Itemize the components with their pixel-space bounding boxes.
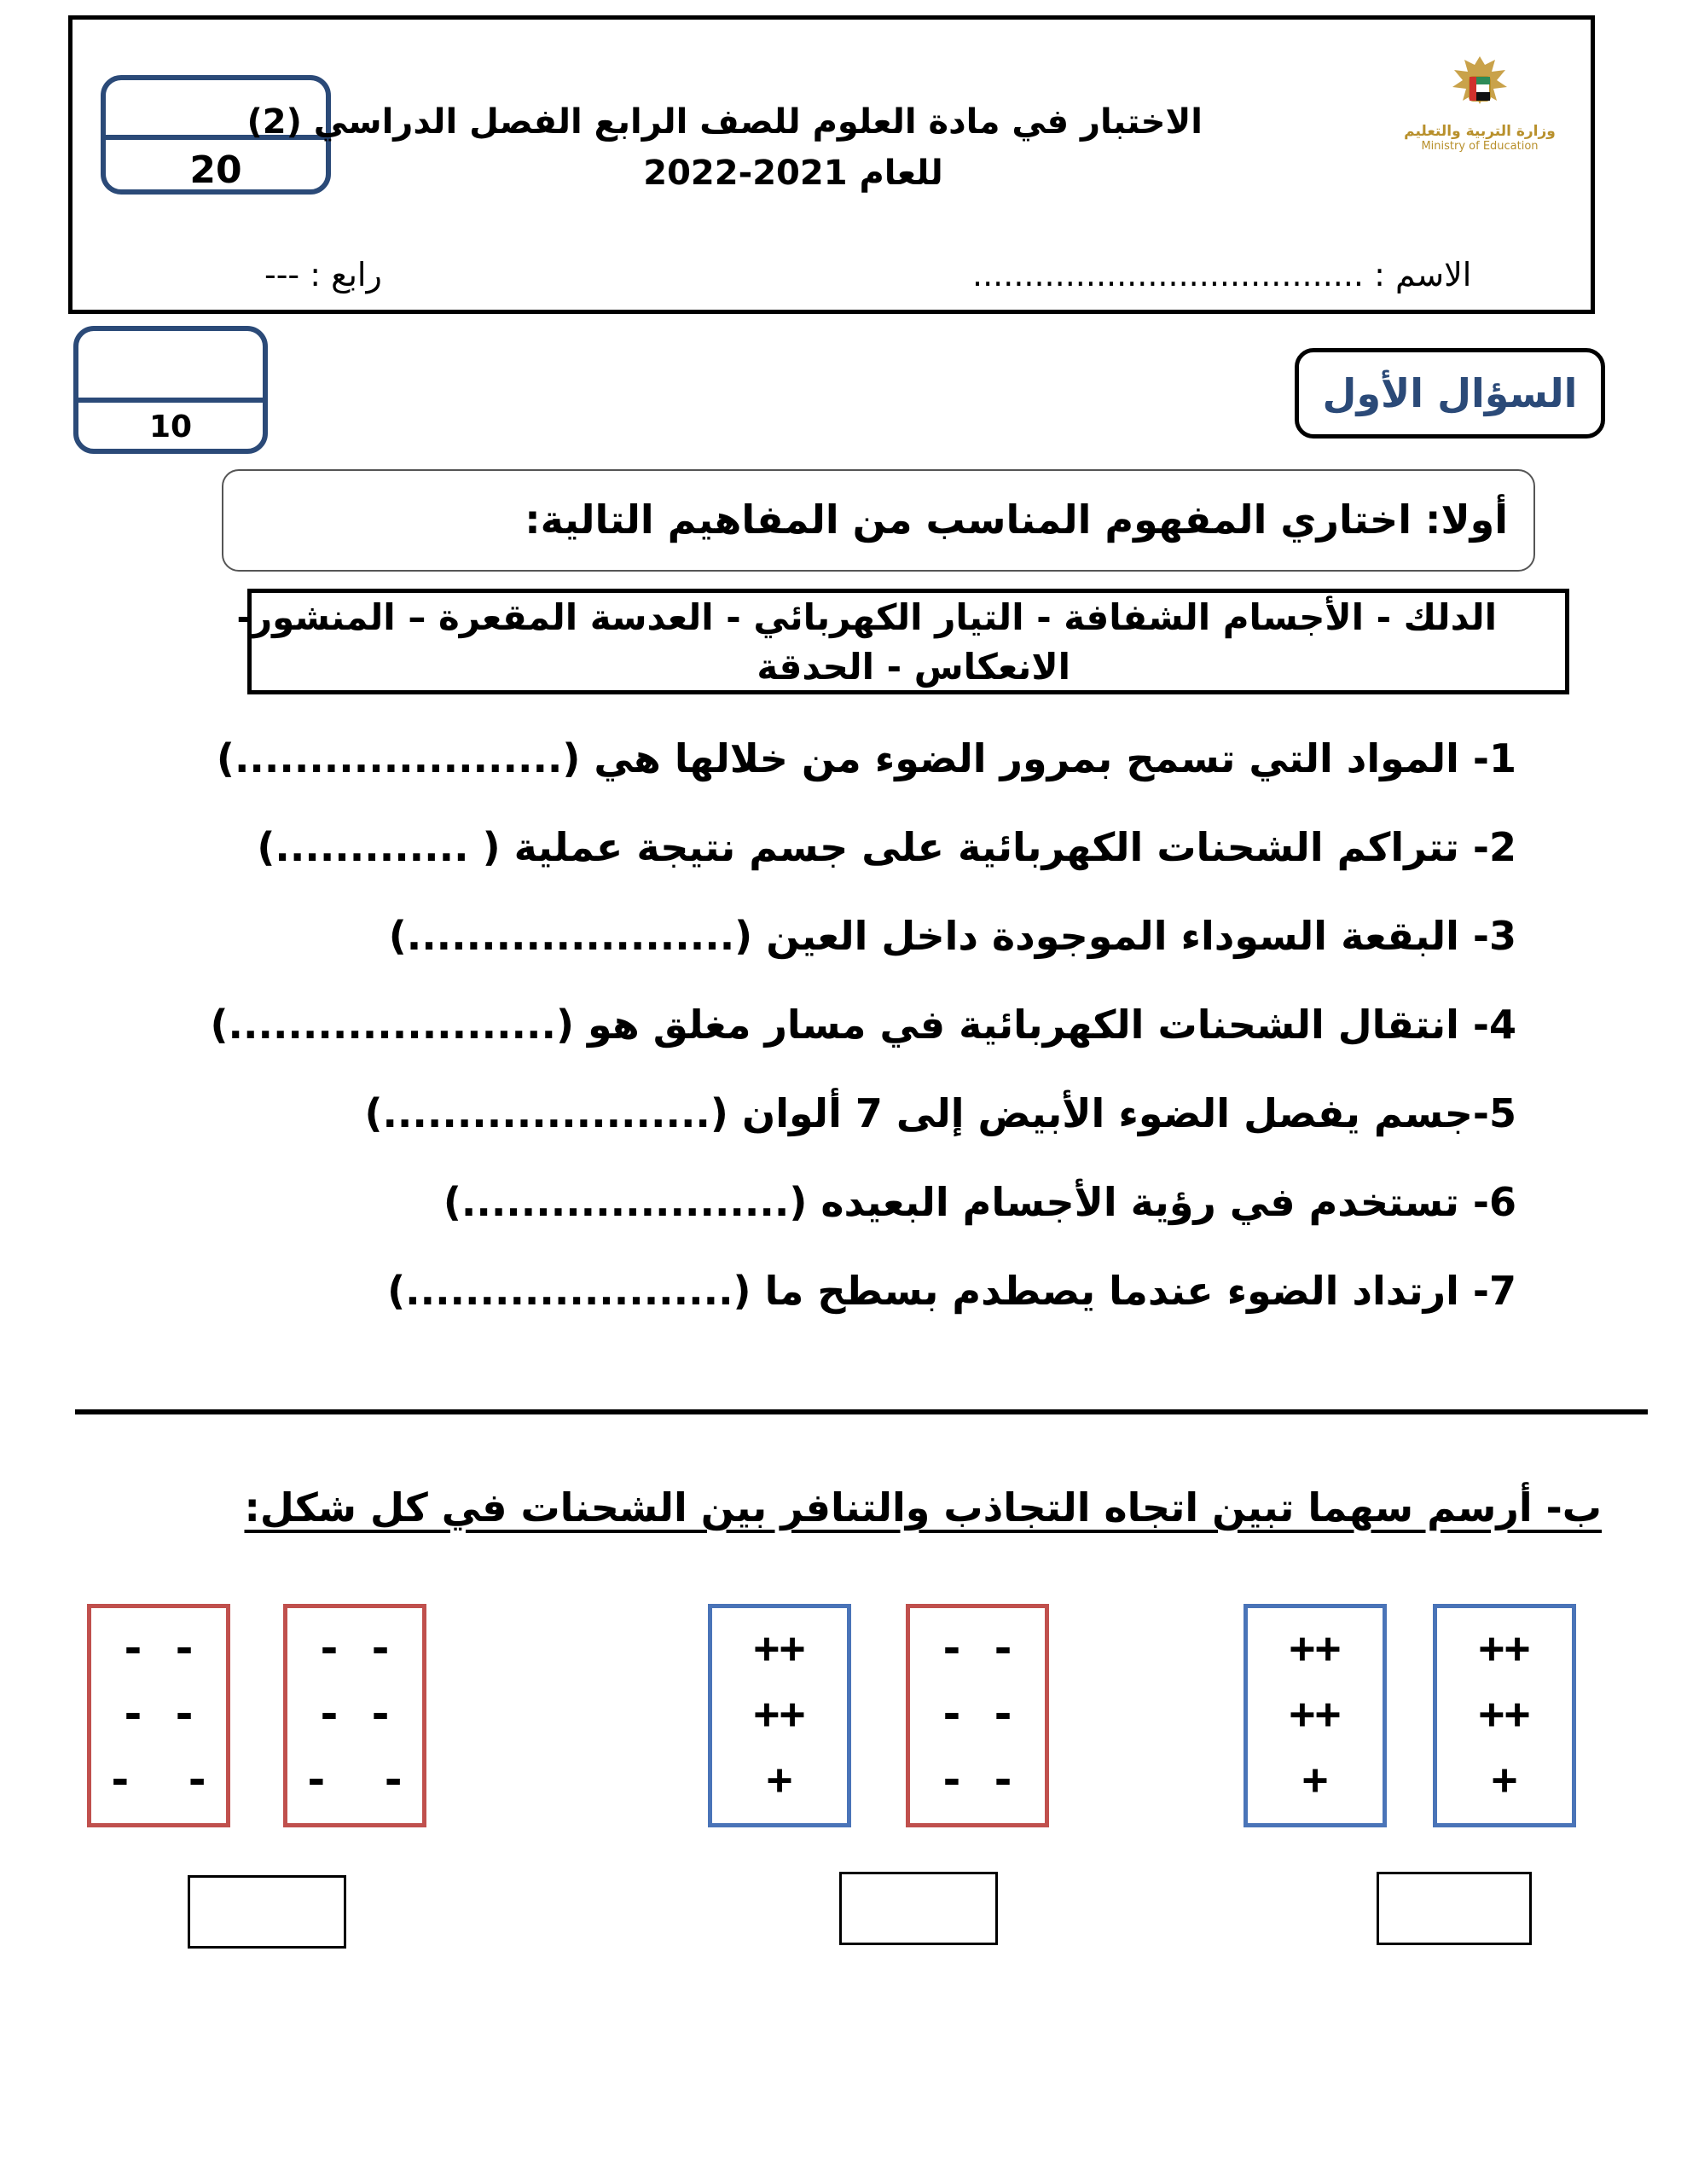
section-score-divider: [78, 398, 263, 403]
question-1[interactable]: 1- المواد التي تسمح بمرور الضوء من خلالها هي (......................): [216, 735, 1516, 781]
question-4[interactable]: 4- انتقال الشحنات الكهربائية في مسار مغلق هو (......................): [210, 1002, 1516, 1048]
total-score-value: 20: [189, 148, 242, 192]
exam-year: للعام 2021-2022: [643, 154, 943, 193]
charge-row: - -: [316, 1623, 394, 1673]
word-bank-line2: الانعكاس - الحدقة: [757, 646, 1070, 688]
part-b-instruction: ب- أرسم سهما تبين اتجاه التجاذب والتنافر بين الشحنات في كل شكل:: [244, 1484, 1602, 1531]
question-7[interactable]: 7- ارتداد الضوء عندما يصطدم بسطح ما (......................): [387, 1268, 1516, 1314]
charge-row: - -: [938, 1755, 1017, 1804]
charge-row: - -: [938, 1623, 1017, 1673]
charge-row: +: [1491, 1755, 1518, 1804]
charge-box-pair3-right[interactable]: [283, 1604, 426, 1827]
charge-row: ++: [753, 1689, 806, 1739]
charge-row: ++: [1478, 1623, 1531, 1673]
grade-field[interactable]: رابع : ---: [264, 256, 382, 293]
question-5[interactable]: 5-جسم يفصل الضوء الأبيض إلى 7 ألوان (......................): [364, 1090, 1516, 1136]
charge-box-pair1-left[interactable]: [1244, 1604, 1387, 1827]
question-2[interactable]: 2- تتراكم الشحنات الكهربائية على جسم نتيجة عملية ( .............): [257, 824, 1516, 870]
charge-row: - -: [119, 1623, 198, 1673]
charge-box-pair2-right[interactable]: [906, 1604, 1049, 1827]
charge-row: +: [1301, 1755, 1329, 1804]
question-6[interactable]: 6- تستخدم في رؤية الأجسام البعيده (......................): [443, 1179, 1516, 1225]
charge-row: ++: [753, 1623, 806, 1673]
word-bank: [236, 589, 1569, 694]
ministry-logo: [1399, 51, 1561, 171]
charge-row: - -: [938, 1689, 1017, 1739]
charge-row: ++: [1289, 1689, 1342, 1739]
ministry-name-ar: وزارة التربية والتعليم: [1404, 123, 1556, 140]
question-3[interactable]: 3- البقعة السوداء الموجودة داخل العين (......................): [388, 913, 1516, 959]
section-divider: [75, 1409, 1648, 1414]
exam-title: الاختبار في مادة العلوم للصف الرابع الفصل الدراسي (2): [246, 102, 1203, 142]
question-title-box: [1295, 348, 1605, 439]
charge-row: ++: [1478, 1689, 1531, 1739]
word-bank-line1: الدلك - الأجسام الشفافة - التيار الكهربائي - العدسة المقعرة – المنشور-: [236, 596, 1497, 638]
ministry-name-en: Ministry of Education: [1421, 140, 1539, 153]
charge-row: - -: [303, 1755, 407, 1804]
answer-box-pair1[interactable]: [1377, 1872, 1532, 1945]
charge-box-pair1-right[interactable]: [1433, 1604, 1576, 1827]
charge-box-pair3-left[interactable]: [87, 1604, 230, 1827]
charge-row: - -: [107, 1755, 211, 1804]
charge-row: - -: [119, 1689, 198, 1739]
question-title: السؤال الأول: [1322, 370, 1578, 416]
answer-box-pair2[interactable]: [839, 1872, 998, 1945]
name-field[interactable]: الاسم : ......................................: [972, 256, 1472, 293]
instruction-box: [222, 469, 1535, 572]
emblem-icon: [1446, 51, 1514, 119]
charge-box-pair2-left[interactable]: [708, 1604, 851, 1827]
answer-box-pair3[interactable]: [188, 1875, 346, 1949]
section-score-box: [73, 326, 268, 454]
instruction-text: أولا: اختاري المفهوم المناسب من المفاهيم التالية:: [525, 497, 1508, 543]
section-score-value: 10: [148, 410, 193, 444]
charge-row: ++: [1289, 1623, 1342, 1673]
charge-row: +: [766, 1755, 793, 1804]
charge-row: - -: [316, 1689, 394, 1739]
